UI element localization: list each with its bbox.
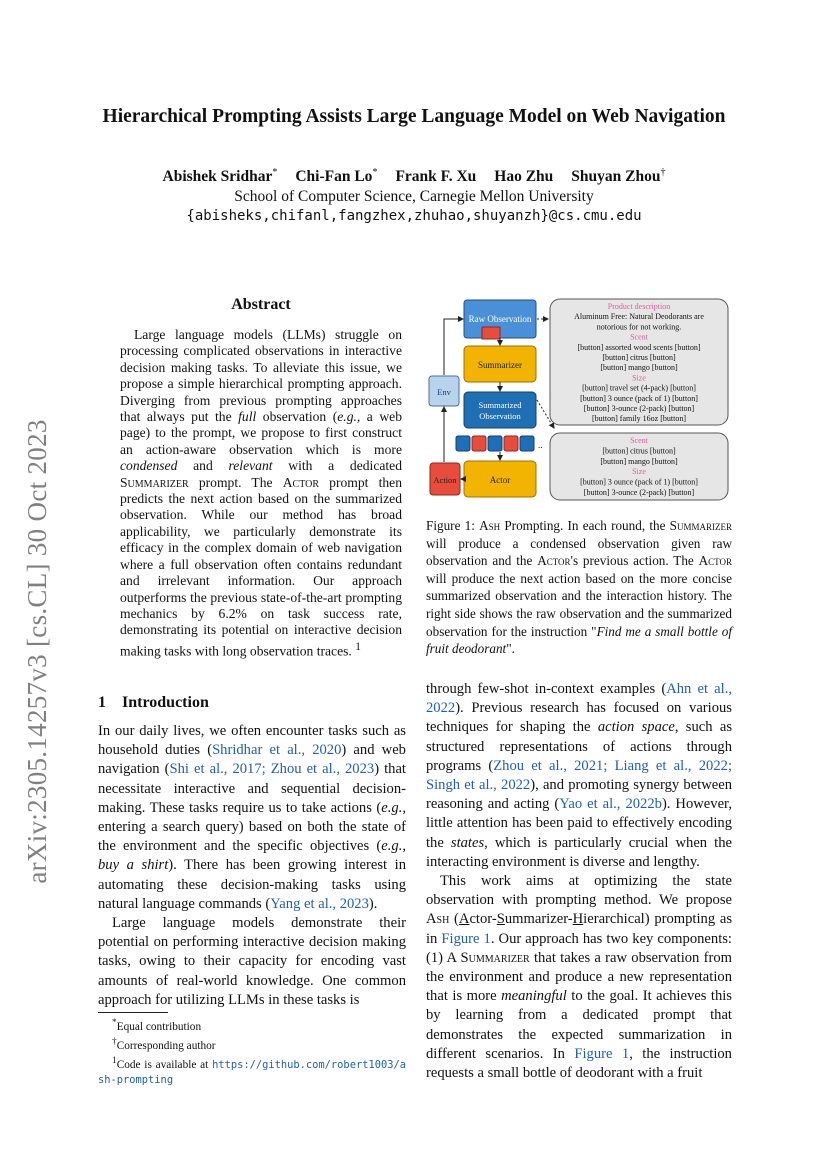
- figure-1-caption: Figure 1: Ash Prompting. In each round, the Summarizer will produce a condensed observation given raw observation and the Actor's previous action. The Actor will produce the next action based on the more concise summarized observation and the interaction history. The right side shows the raw observation and the summarized observation for the instruction "Find me a small bottle of fruit deodorant".: [426, 518, 732, 657]
- affiliation: School of Computer Science, Carnegie Mellon University: [234, 188, 594, 205]
- footnote-ref[interactable]: 1: [355, 640, 361, 653]
- summarized-observation-box: [464, 392, 536, 428]
- code-url-link[interactable]: https://github.com/robert1003/ash-prompting: [98, 1058, 406, 1086]
- figure-text-line: [button] mango [button]: [600, 456, 678, 466]
- history-chip-1: [456, 436, 470, 451]
- history-chip-5: [520, 436, 534, 451]
- figure-text-line: [button] travel set (4-pack) [button]: [582, 383, 696, 393]
- author-name: Shuyan Zhou†: [571, 167, 666, 186]
- figure-text-line: [button] 3 ounce (pack of 1) [button]: [580, 393, 698, 403]
- author-emails: {abisheks,chifanl,fangzhex,zhuhao,shuyanzh}@cs.cmu.edu: [186, 208, 642, 224]
- cite-programs[interactable]: Zhou et al., 2021; Liang et al., 2022; Singh et al., 2022: [426, 757, 732, 794]
- author-name: Chi-Fan Lo*: [295, 167, 378, 186]
- cite-yao[interactable]: Yao et al., 2022b: [559, 796, 662, 813]
- figure-text-line: Size: [632, 467, 646, 477]
- figure-text-line: [button] citrus [button]: [602, 353, 676, 362]
- intro-column-left: In our daily lives, we often encounter tasks such as household duties (Shridhar et al., 2020) and web navigation (Shi et al., 2017; Zhou et al., 2023) that necessitate interactive and sequential decision-making. These tasks require us to take actions (e.g., entering a search query) based on both the state of the environment and the specific objectives (e.g., buy a shirt). There has been growing interest in automating these decision-making tasks using natural language commands (Yang et al., 2023). Large language models demonstrate their potential on performing interactive decision making tasks, owing to their capacity for encoding vast amounts of real-world knowledge. One common approach for utilizing LLMs in these tasks is: [98, 723, 406, 1008]
- figure-text-line: [button] assorted wood scents [button]: [577, 342, 701, 352]
- summarized-label-2: Observation: [479, 411, 521, 421]
- section-heading-introduction: 1 Introduction: [98, 694, 209, 711]
- figure-text-line: Scent: [630, 332, 648, 342]
- footnote-rule: [98, 1012, 168, 1013]
- figure-text-line: [button] mango [button]: [600, 363, 678, 373]
- author-list: [60, 167, 768, 186]
- figure-text-line: [button] 3 ounce (pack of 1) [button]: [580, 477, 698, 487]
- footnotes: *Equal contribution †Corresponding author $^1$Code is available at https://github.com/robert1003/ash-prompting: [98, 1018, 406, 1086]
- env-label: Env: [437, 387, 451, 397]
- history-chip-3: [488, 436, 502, 451]
- action-label: Action: [433, 475, 457, 485]
- figure-text-line: [button] 3-ounce (2-pack) [button]: [583, 404, 695, 413]
- abstract-body: Large language models (LLMs) struggle on processing complicated observations in interactive decision making tasks. To alleviate this issue, we propose a simple hierarchical prompting approach. Diverging from previous prompting approaches that always put the full observation (e.g., a web page) to the prompt, we propose to first construct an action-aware observation which is more condensed and relevant with a dedicated Summarizer prompt. The Actor prompt then predicts the next action based on the summarized observation. While our method has broad applicability, we particularly demonstrate its efficacy in the complex domain of web navigation where a full observation often contains redundant and irrelevant information. Our approach outperforms the previous state-of-the-art prompting mechanics by 6.2% on task success rate, demonstrating its potential on interactive decision making tasks with long observation traces. $^1$: [120, 327, 402, 659]
- arxiv-id: arXiv:2305.14257v3 [cs.CL] 30 Oct 2023: [22, 419, 52, 884]
- arxiv-sidebar: [6, 0, 52, 1171]
- figure-text-line: [button] 3-ounce (2-pack) [button]: [583, 488, 695, 497]
- figure-text-line: Scent: [630, 436, 648, 445]
- actor-label: Actor: [489, 475, 511, 485]
- raw-observation-label: Raw Observation: [468, 314, 532, 324]
- history-chip-4: [504, 436, 518, 451]
- figure-1-ref-2[interactable]: Figure 1: [574, 1045, 630, 1062]
- figure-text-line: [button] family 16oz [button]: [592, 414, 686, 424]
- intro-column-right: through few-shot in-context examples (Ahn et al., 2022). Previous research has focused on various techniques for shaping the action space, such as structured representations of actions through programs (Zhou et al., 2021; Liang et al., 2022; Singh et al., 2022), and promoting synergy between reasoning and acting (Yao et al., 2022b). However, little attention has been paid to effectively encoding the states, which is particularly crucial when the interacting environment is diverse and lengthy. This work aims at optimizing the state observation with prompting method. We propose Ash (Actor-Summarizer-Hierarchical) prompting as in Figure 1. Our approach has two key components: (1) A Summarizer that takes a raw observation from the environment and produce a new representation that is more meaningful to the goal. It achieves this by learning from a dedicated prompt that demonstrates the expected summarization in different scenarios. In Figure 1, the instruction requests a small bottle of deodorant with a fruit: [426, 681, 733, 1082]
- paper-title: Hierarchical Prompting Assists Large Language Model on Web Navigation: [102, 106, 726, 127]
- figure-1-ref[interactable]: Figure 1: [441, 930, 491, 947]
- author-name: Frank F. Xu: [395, 168, 477, 186]
- figure-text-line: Size: [632, 373, 646, 383]
- figure-1-diagram: [426, 296, 732, 504]
- history-chip-2: [472, 436, 486, 451]
- author-name: Hao Zhu: [494, 168, 554, 186]
- author-name: Abishek Sridhar*: [162, 167, 278, 186]
- summarized-label-1: Summarized: [478, 400, 522, 410]
- figure-text-line: Product description: [607, 302, 671, 311]
- cite-shridhar[interactable]: Shridhar et al., 2020: [212, 742, 342, 759]
- svg-text:..: ..: [538, 440, 543, 450]
- figure-text-line: notorious for not working.: [596, 322, 682, 332]
- summarizer-label: Summarizer: [478, 360, 522, 370]
- figure-text-line: Aluminum Free: Natural Deodorants are: [574, 312, 704, 322]
- cite-shi-zhou[interactable]: Shi et al., 2017; Zhou et al., 2023: [169, 761, 375, 778]
- cite-ahn[interactable]: Ahn et al., 2022: [426, 681, 732, 717]
- action-chip: [482, 327, 500, 339]
- figure-text-line: [button] citrus [button]: [602, 446, 676, 456]
- cite-yang[interactable]: Yang et al., 2023: [270, 895, 369, 912]
- abstract-heading: Abstract: [231, 296, 291, 313]
